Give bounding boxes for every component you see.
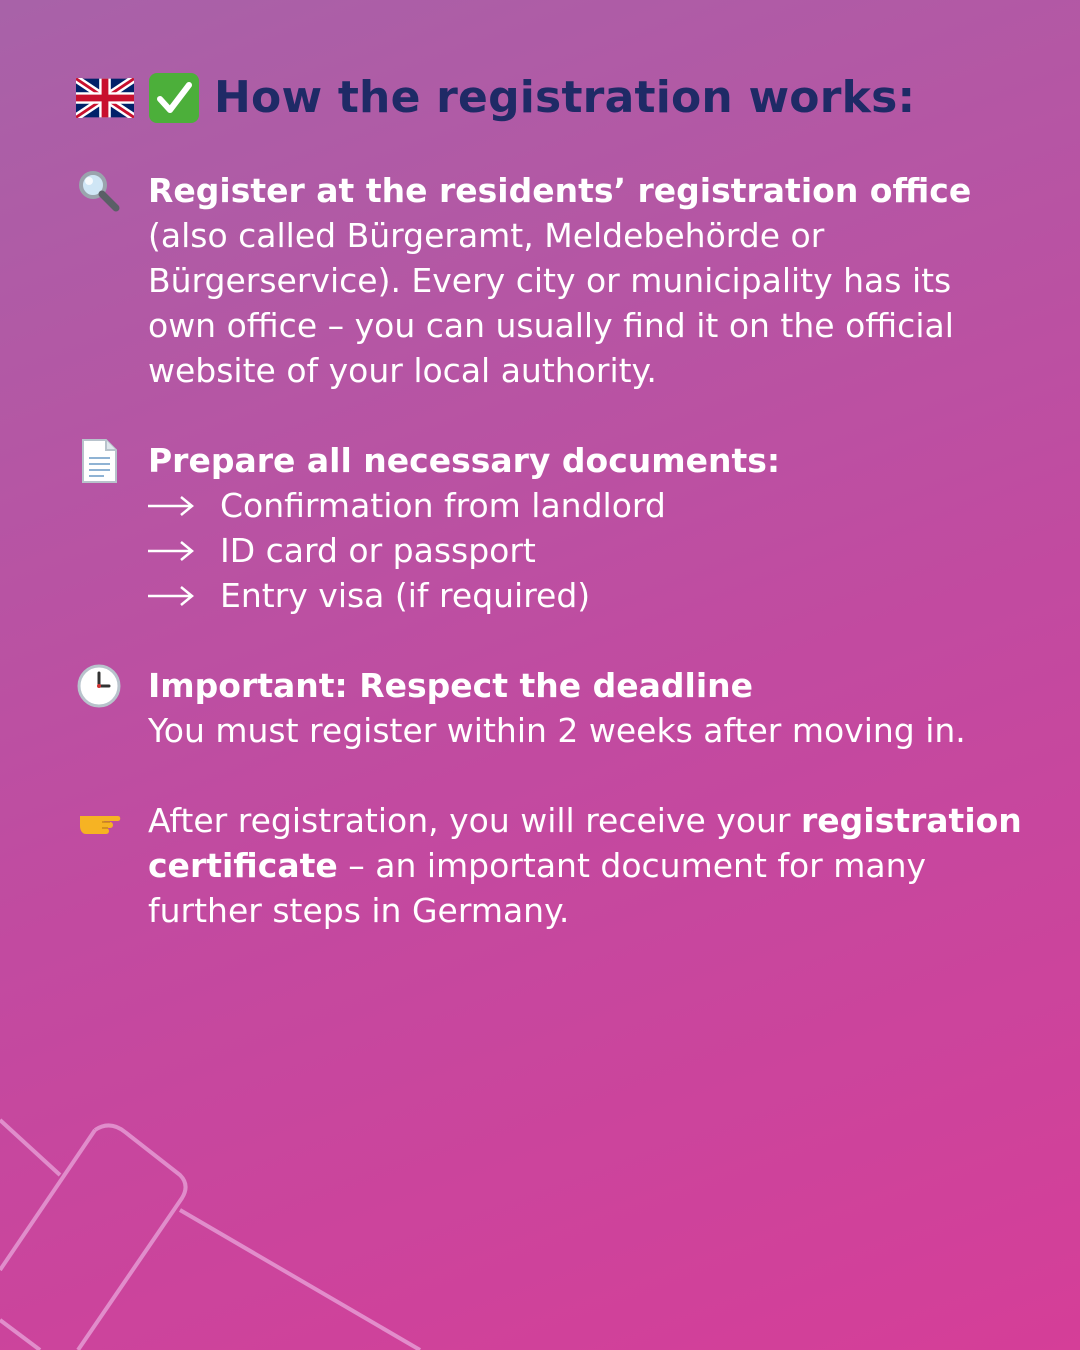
list-item — [148, 528, 1028, 573]
section-heading: Prepare all necessary documents: — [148, 441, 781, 480]
list-item-text: Confirmation from landlord — [220, 486, 666, 525]
magnifier-icon — [76, 168, 122, 214]
list-item — [148, 483, 1028, 528]
section-text — [148, 798, 1028, 933]
arrow-right-icon — [148, 496, 194, 516]
section-text: (also called Bürgeramt, Meldebehörde or Bürgerservice). Every city or municipality has its own office – you can usually find it on the official website of your local authority. — [148, 216, 954, 390]
title-row — [76, 70, 915, 126]
decorative-lines — [0, 1080, 460, 1350]
section-heading: Important: Respect the deadline — [148, 666, 754, 705]
uk-flag-icon — [76, 78, 134, 118]
document-icon — [76, 438, 122, 484]
list-item-text: ID card or passport — [220, 531, 536, 570]
certificate-text-start: After registration, you will receive your — [148, 801, 801, 840]
check-mark-icon — [148, 72, 200, 124]
page-title: How the registration works: — [214, 72, 916, 123]
certificate-text-bold: registration certificate — [148, 801, 1022, 885]
list-item-text: Entry visa (if required) — [220, 576, 591, 615]
section-text: You must register within 2 weeks after moving in. — [148, 711, 966, 750]
pointing-hand-icon — [76, 798, 122, 844]
certificate-text-end: – an important document for many further steps in Germany. — [148, 846, 927, 930]
arrow-right-icon — [148, 586, 194, 606]
list-item — [148, 573, 1028, 618]
clock-icon — [76, 663, 122, 709]
arrow-right-icon — [148, 541, 194, 561]
section-heading: Register at the residents’ registration office — [148, 171, 972, 210]
